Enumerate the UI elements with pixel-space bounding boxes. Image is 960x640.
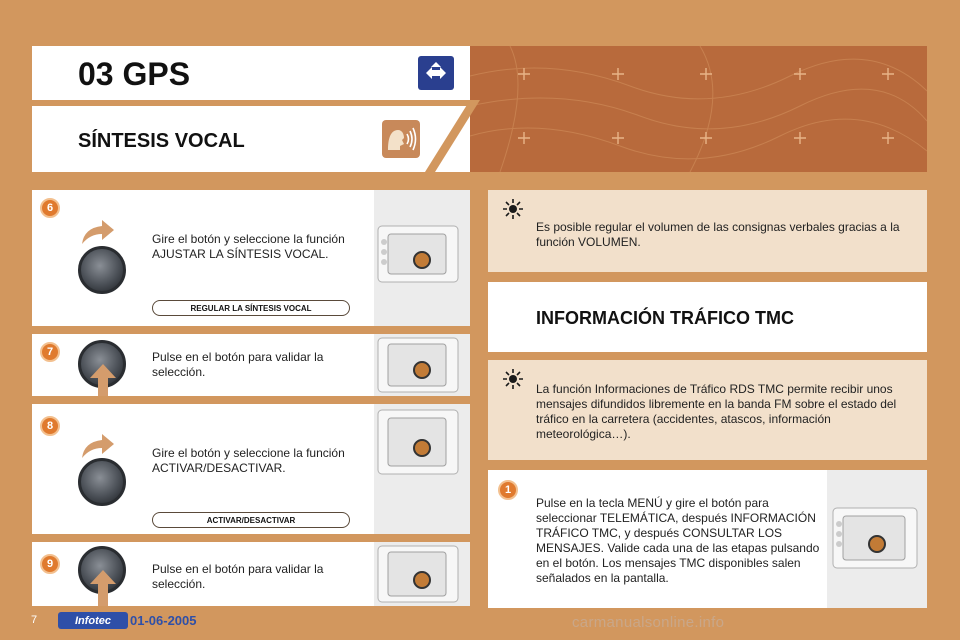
step-text-8: Gire el botón y seleccione la función ACTIVAR/DESACTIVAR. xyxy=(152,446,345,475)
step-text-1: Pulse en la tecla MENÚ y gire el botón para seleccionar TELEMÁTICA, después INFORMACIÓN TRÁFICO TMC, y después CONSULTAR LOS MENSAJES. Valide cada una de las etapas pulsando en el botón. Los mensajes TMC disponibles salen señalados en la pantalla. xyxy=(536,496,820,585)
tip-text-tmc: La función Informaciones de Tráfico RDS TMC permite recibir unos mensajes difundidos libremente en la banda FM sobre el estado del tráfico en la carretera (accidentes, atascos, información meteorológica…). xyxy=(536,382,897,441)
step-panel-8 xyxy=(32,404,470,534)
step-badge-6: 6 xyxy=(40,198,60,218)
step-panel-7 xyxy=(32,334,470,396)
map-banner xyxy=(470,46,927,172)
menu-label-pill: ACTIVAR/DESACTIVAR xyxy=(152,512,350,528)
step-text-9: Pulse en el botón para validar la selección. xyxy=(152,562,324,591)
press-arrow-icon xyxy=(88,362,118,396)
step-badge-9: 9 xyxy=(40,554,60,574)
step-panel-9 xyxy=(32,542,470,606)
section-heading-tmc: INFORMACIÓN TRÁFICO TMC xyxy=(536,308,794,328)
footer-date: 01-06-2005 xyxy=(130,613,197,628)
step-panel-1 xyxy=(488,470,927,608)
header-divider xyxy=(420,100,480,180)
page-number: 7 xyxy=(31,614,38,626)
radio-unit-illustration xyxy=(374,334,470,396)
speaking-head-icon xyxy=(382,120,420,158)
step-text-6: Gire el botón y seleccione la función AJUSTAR LA SÍNTESIS VOCAL. xyxy=(152,232,345,261)
page-title: 03 GPS xyxy=(78,56,191,92)
step-badge-1: 1 xyxy=(498,480,518,500)
section-title-box xyxy=(32,106,470,172)
rotary-knob-icon xyxy=(78,246,126,294)
radio-unit-illustration xyxy=(374,190,470,326)
menu-label-pill: REGULAR LA SÍNTESIS VOCAL xyxy=(152,300,350,316)
step-text-7: Pulse en el botón para validar la selección. xyxy=(152,350,324,379)
tip-text-volume: Es posible regular el volumen de las consignas verbales gracias a la función VOLUMEN. xyxy=(536,220,900,249)
radio-unit-illustration xyxy=(374,542,470,606)
header-title-box xyxy=(32,46,470,100)
radio-unit-illustration xyxy=(827,470,927,608)
curved-arrow-icon xyxy=(78,216,118,246)
step-badge-7: 7 xyxy=(40,342,60,362)
section-heading-box xyxy=(488,282,927,352)
section-title: SÍNTESIS VOCAL xyxy=(78,130,245,152)
sun-tip-icon xyxy=(502,368,524,390)
gps-arrows-icon xyxy=(418,56,454,90)
infotec-logo: Infotec xyxy=(58,612,128,629)
press-arrow-icon xyxy=(88,568,118,606)
watermark: carmanualsonline.info xyxy=(572,614,725,631)
curved-arrow-icon xyxy=(78,430,118,460)
radio-unit-illustration xyxy=(374,404,470,534)
sun-tip-icon xyxy=(502,198,524,220)
tip-note-tmc xyxy=(488,360,927,460)
step-badge-8: 8 xyxy=(40,416,60,436)
step-panel-6 xyxy=(32,190,470,326)
tip-note-volume xyxy=(488,190,927,272)
rotary-knob-icon xyxy=(78,458,126,506)
